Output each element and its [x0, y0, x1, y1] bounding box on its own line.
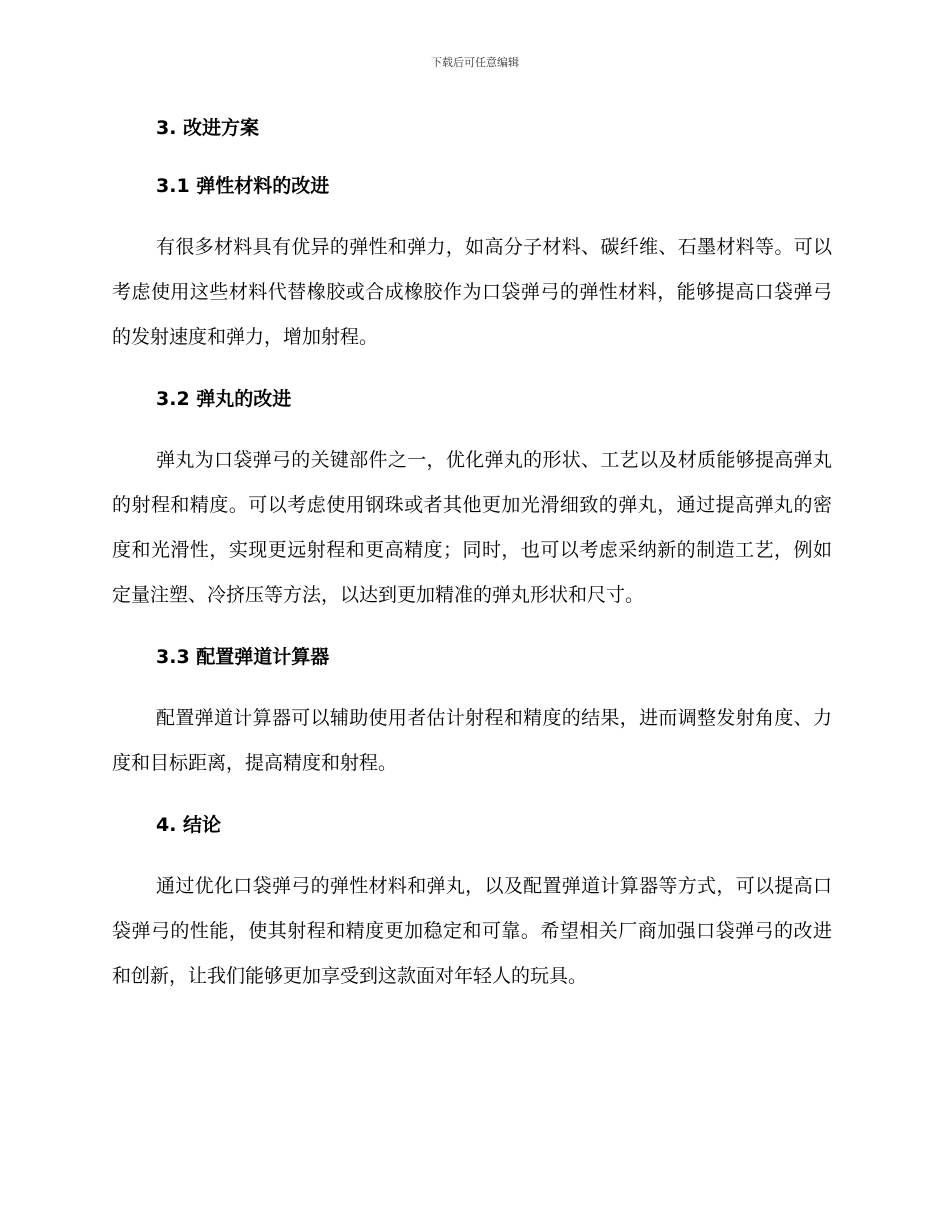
section-heading-projectile: 3.2 弹丸的改进 [156, 388, 292, 410]
paragraph-conclusion: 通过优化口袋弹弓的弹性材料和弹丸，以及配置弹道计算器等方式，可以提高口袋弹弓的性能，使其射程和精度更加稳定和可靠。希望相关厂商加强口袋弹弓的改进和创新，让我们能够更加享受到这款面对年轻人的玩具。 [112, 875, 832, 987]
section-heading-improvement-plan: 3. 改进方案 [156, 117, 260, 139]
page-header: 下载后可任意编辑 [431, 56, 519, 69]
section-heading-ballistic-calculator: 3.3 配置弹道计算器 [156, 646, 330, 668]
paragraph-projectile: 弹丸为口袋弹弓的关键部件之一，优化弹丸的形状、工艺以及材质能够提高弹丸的射程和精度。可以考虑使用钢珠或者其他更加光滑细致的弹丸，通过提高弹丸的密度和光滑性，实现更远射程和更高精度；同时，也可以考虑采纳新的制造工艺，例如定量注塑、冷挤压等方法，以达到更加精准的弹丸形状和尺寸。 [112, 449, 832, 606]
paragraph-elastic-material: 有很多材料具有优异的弹性和弹力，如高分子材料、碳纤维、石墨材料等。可以考虑使用这些材料代替橡胶或合成橡胶作为口袋弹弓的弹性材料，能够提高口袋弹弓的发射速度和弹力，增加射程。 [112, 236, 832, 348]
paragraph-ballistic-calculator: 配置弹道计算器可以辅助使用者估计射程和精度的结果，进而调整发射角度、力度和目标距离，提高精度和射程。 [112, 707, 832, 774]
section-heading-conclusion: 4. 结论 [156, 814, 222, 836]
section-heading-elastic-material: 3.1 弹性材料的改进 [156, 175, 330, 197]
document-body [112, 112, 832, 999]
